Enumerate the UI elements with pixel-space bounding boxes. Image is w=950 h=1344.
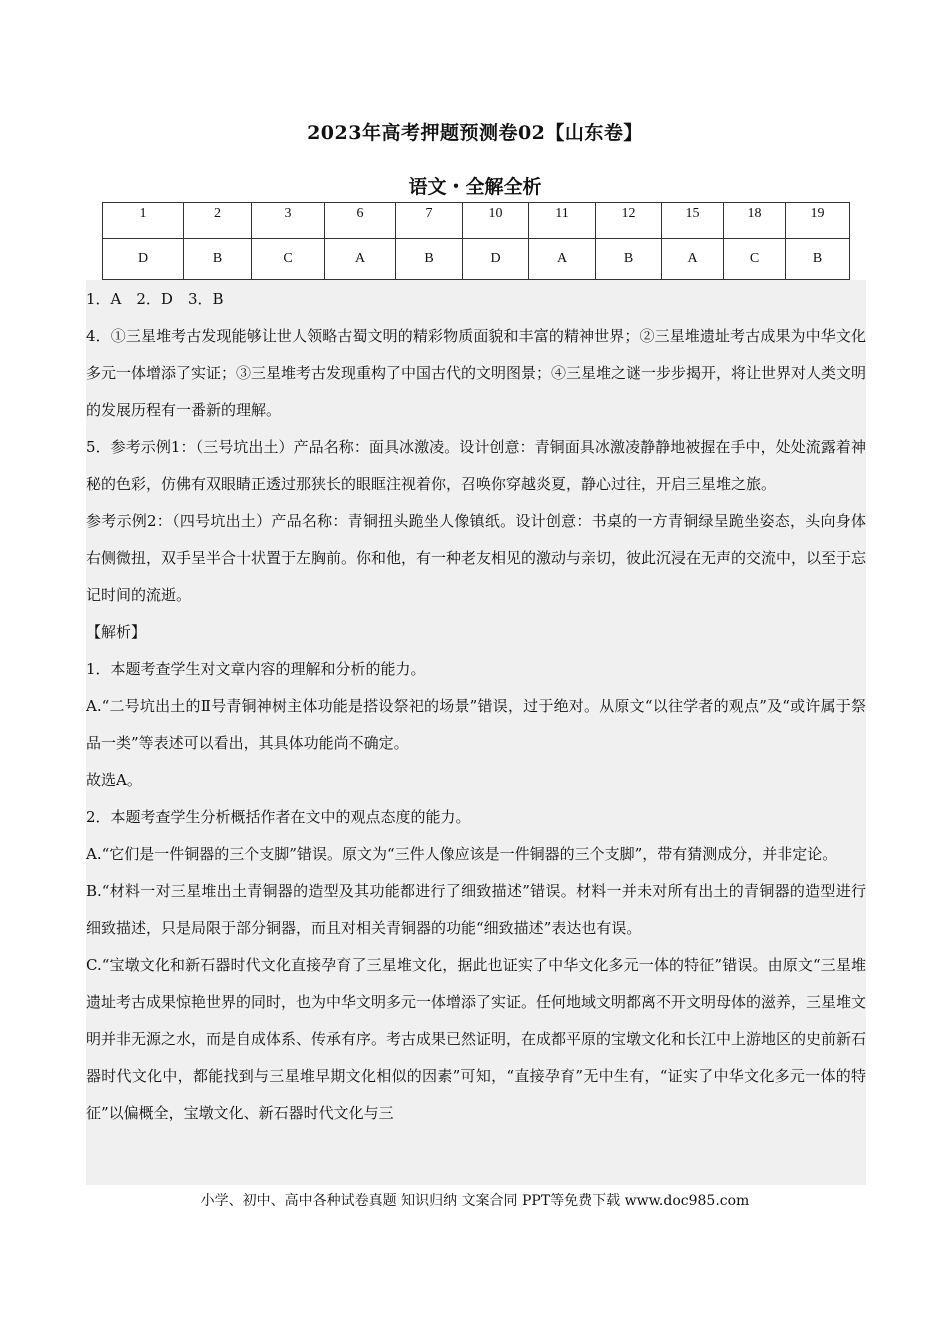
analysis-q2-option-a: A.“它们是一件铜器的三个支脚”错误。原文为“三件人像应该是一件铜器的三个支脚”，带有猜测成分，并非定论。 xyxy=(86,845,838,863)
answer-cell: C xyxy=(252,239,325,280)
question-number: 3 xyxy=(252,203,325,239)
answer-cell: B xyxy=(184,239,252,280)
answer-cell: A xyxy=(529,239,596,280)
question-number: 7 xyxy=(396,203,463,239)
question-number-row xyxy=(103,203,850,239)
analysis-q2-intro: 2．本题考查学生分析概括作者在文中的观点态度的能力。 xyxy=(86,808,471,826)
question-number: 11 xyxy=(529,203,596,239)
analysis-q1-conclusion: 故选A。 xyxy=(86,771,142,789)
analysis-q1-intro: 1．本题考查学生对文章内容的理解和分析的能力。 xyxy=(86,660,426,678)
answer-cell: B xyxy=(396,239,463,280)
question-number: 19 xyxy=(786,203,850,239)
page-footer: 小学、初中、高中各种试卷真题 知识归纳 文案合同 PPT等免费下载 www.doc985.com xyxy=(200,1193,750,1209)
answers-1-3: 1．A 2．D 3．B xyxy=(86,290,224,308)
answer-cell: D xyxy=(103,239,184,280)
answer-5-example-2: 参考示例2：（四号坑出土）产品名称：青铜扭头跪坐人像镇纸。设计创意：书桌的一方青铜绿呈跪坐姿态，头向身体右侧微扭，双手呈半合十状置于左胸前。你和他，有一种老友相见的激动与亲切，彼此沉浸在无声的交流中，以至于忘记时间的流逝。 xyxy=(86,512,867,604)
question-number: 18 xyxy=(724,203,786,239)
analysis-q1-option-a: A.“二号坑出土的Ⅱ号青铜神树主体功能是搭设祭祀的场景”错误，过于绝对。从原文“以往学者的观点”及“或许属于祭品一类”等表述可以看出，其具体功能尚不确定。 xyxy=(86,697,866,752)
page-title: 2023年高考押题预测卷02【山东卷】 xyxy=(307,122,643,144)
analysis-heading: 【解析】 xyxy=(86,623,147,641)
answer-cell: A xyxy=(325,239,396,280)
answer-cell: B xyxy=(786,239,850,280)
analysis-q2-option-b: B.“材料一对三星堆出土青铜器的造型及其功能都进行了细致描述”错误。材料一并未对所有出土的青铜器的造型进行细致描述，只是局限于部分铜器，而且对相关青铜器的功能“细致描述”表达也有误。 xyxy=(86,882,866,937)
answer-cell: A xyxy=(662,239,724,280)
question-number: 10 xyxy=(463,203,529,239)
analysis-q2-option-c: C.“宝墩文化和新石器时代文化直接孕育了三星堆文化，据此也证实了中华文化多元一体的特征”错误。由原文“三星堆遗址考古成果惊艳世界的同时，也为中华文明多元一体增添了实证。任何地域文明都离不开文明母体的滋养，三星堆文明并非无源之水，而是自成体系、传承有序。考古成果已然证明，在成都平原的宝墩文化和长江中上游地区的史前新石器时代文化中，都能找到与三星堆早期文化相似的因素”可知，“直接孕育”无中生有，“证实了中华文化多元一体的特征”以偏概全，宝墩文化、新石器时代文化与三 xyxy=(86,956,867,1122)
answer-row xyxy=(103,239,850,280)
page-subtitle: 语文・全解全析 xyxy=(408,176,542,198)
question-number: 6 xyxy=(325,203,396,239)
question-number: 15 xyxy=(662,203,724,239)
question-number: 12 xyxy=(596,203,662,239)
solution-body xyxy=(86,281,866,1132)
answer-cell: D xyxy=(463,239,529,280)
answer-table xyxy=(102,202,850,280)
answer-cell: B xyxy=(596,239,662,280)
answer-4: 4．①三星堆考古发现能够让世人领略古蜀文明的精彩物质面貌和丰富的精神世界；②三星堆遗址考古成果为中华文化多元一体增添了实证；③三星堆考古发现重构了中国古代的文明图景；④三星堆之谜一步步揭开，将让世界对人类文明的发展历程有一番新的理解。 xyxy=(86,327,867,419)
question-number: 1 xyxy=(103,203,184,239)
question-number: 2 xyxy=(184,203,252,239)
answer-cell: C xyxy=(724,239,786,280)
answer-5-example-1: 5．参考示例1：（三号坑出土）产品名称：面具冰激凌。设计创意：青铜面具冰激凌静静地被握在手中，处处流露着神秘的色彩，仿佛有双眼睛正透过那狭长的眼眶注视着你，召唤你穿越炎夏，静心过往，开启三星堆之旅。 xyxy=(86,438,866,493)
